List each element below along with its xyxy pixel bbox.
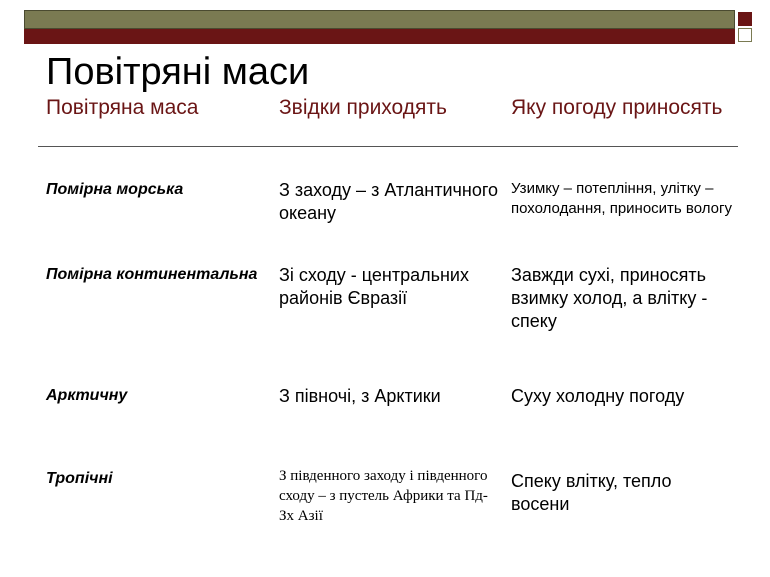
banner-maroon-band (24, 29, 735, 44)
column-header-mass: Повітряна маса (46, 96, 199, 119)
row-1-mass: Помірна морська (46, 181, 184, 198)
column-header-weather: Яку погоду приносять (511, 96, 723, 119)
row-2-weather: Завжди сухі, приносять взимку холод, а влітку - спеку (511, 265, 708, 331)
row-1-weather: Узимку – потепління, улітку – похолодання, приносить вологу (511, 180, 732, 217)
row-3-weather: Суху холодну погоду (511, 386, 685, 406)
row-2-mass: Помірна континентальна (46, 266, 258, 283)
column-header-origin: Звідки приходять (279, 96, 447, 119)
row-1-origin: З заходу – з Атлантичного океану (279, 180, 499, 223)
row-3-origin: З півночі, з Арктики (279, 386, 441, 406)
page-title: Повітряні маси (46, 51, 310, 93)
corner-square-filled (738, 12, 752, 26)
corner-square-outline (738, 28, 752, 42)
row-3-mass: Арктичну (46, 387, 128, 404)
row-2-origin: Зі сходу - центральних районів Євразії (279, 265, 469, 308)
title-banner (24, 10, 735, 44)
row-4-origin: З південного заходу і південного сходу – з пустель Африки та Пд-Зх Азії (279, 468, 488, 524)
row-4-mass: Тропічні (46, 470, 113, 487)
banner-olive-band (24, 10, 735, 29)
row-4-weather: Спеку влітку, тепло восени (511, 471, 672, 514)
header-divider (38, 146, 738, 147)
